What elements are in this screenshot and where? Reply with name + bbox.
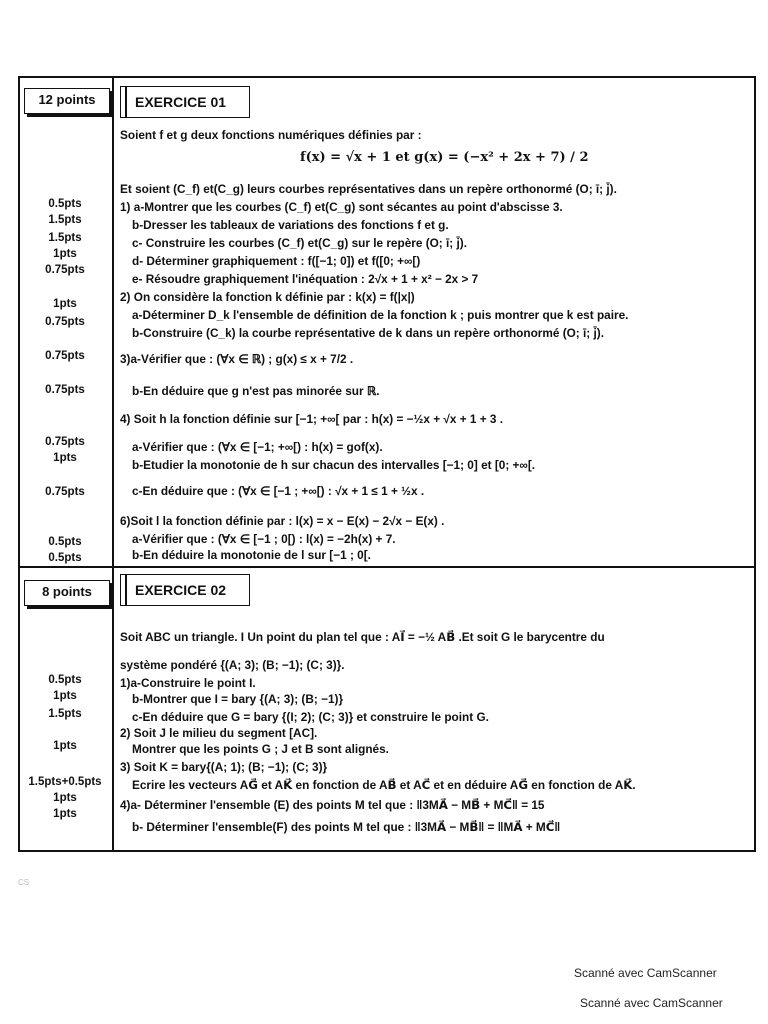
points-cell: 0.5pts bbox=[48, 198, 82, 210]
ex2-title: EXERCICE 02 bbox=[120, 574, 250, 606]
ex2-line: 4)a- Déterminer l'ensemble (E) des points M tel que : ‖3MA⃗ − MB⃗ + MC⃗‖ = 15 bbox=[120, 798, 545, 812]
ex1-line: b-Etudier la monotonie de h sur chacun des intervalles [−1; 0] et [0; +∞[. bbox=[132, 458, 536, 472]
ex2-points-box: 8 points bbox=[24, 580, 110, 606]
ex1-title: EXERCICE 01 bbox=[120, 86, 250, 118]
points-cell: 1pts bbox=[53, 808, 77, 820]
footer-caption: Scanné avec CamScanner bbox=[580, 996, 723, 1010]
ex1-line: b-Dresser les tableaux de variations des fonctions f et g. bbox=[132, 218, 449, 232]
points-cell: 1pts bbox=[53, 740, 77, 752]
points-cell: 1pts bbox=[53, 298, 77, 310]
ex1-line: 2) On considère la fonction k définie par : k(x) = f(|x|) bbox=[120, 290, 415, 304]
scan-watermark: CS bbox=[18, 878, 30, 887]
points-cell: 0.5pts bbox=[48, 674, 82, 686]
ex2-line: b- Déterminer l'ensemble(F) des points M tel que : ‖3MA⃗ − MB⃗‖ = ‖MA⃗ + MC⃗‖ bbox=[132, 820, 561, 834]
ex2-line: c-En déduire que G = bary {(I; 2); (C; 3)} et construire le point G. bbox=[132, 710, 489, 724]
column-divider bbox=[112, 76, 114, 852]
points-cell: 1.5pts bbox=[48, 708, 82, 720]
ex2-line: 2) Soit J le milieu du segment [AC]. bbox=[120, 726, 318, 740]
ex1-line: a-Vérifier que : (∀x ∈ [−1 ; 0[) : l(x) = −2h(x) + 7. bbox=[132, 532, 396, 546]
ex1-line: b-Construire (C_k) la courbe représentative de k dans un repère orthonormé (O; ī; j̄). bbox=[132, 326, 604, 340]
points-cell: 0.75pts bbox=[45, 264, 85, 276]
points-cell: 1.5pts+0.5pts bbox=[28, 776, 102, 788]
ex1-points-box: 12 points bbox=[24, 88, 110, 114]
ex2-line: 1)a-Construire le point I. bbox=[120, 676, 256, 690]
ex2-line: système pondéré {(A; 3); (B; −1); (C; 3)}. bbox=[120, 658, 345, 672]
ex1-line: 1) a-Montrer que les courbes (C_f) et(C_g) sont sécantes au point d'abscisse 3. bbox=[120, 200, 563, 214]
ex1-line: Et soient (C_f) et(C_g) leurs courbes représentatives dans un repère orthonormé (O; ī; j̄). bbox=[120, 182, 617, 196]
ex1-line: Soient f et g deux fonctions numériques définies par : bbox=[120, 128, 422, 142]
ex1-line: 4) Soit h la fonction définie sur [−1; +∞[ par : h(x) = −½x + √x + 1 + 3 . bbox=[120, 412, 503, 426]
points-cell: 0.75pts bbox=[45, 384, 85, 396]
points-cell: 0.75pts bbox=[45, 350, 85, 362]
points-cell: 0.75pts bbox=[45, 486, 85, 498]
ex1-line: d- Déterminer graphiquement : f([−1; 0]) et f([0; +∞[) bbox=[132, 254, 421, 268]
ex2-line: Montrer que les points G ; J et B sont alignés. bbox=[132, 742, 389, 756]
ex1-formula: f(x) = √x + 1 et g(x) = (−x² + 2x + 7) / 2 bbox=[300, 150, 589, 165]
points-cell: 1.5pts bbox=[48, 232, 82, 244]
ex2-line: Ecrire les vecteurs AG⃗ et AK⃗ en fonction de AB⃗ et AC⃗ et en déduire AG⃗ en fonction de AK⃗. bbox=[132, 778, 636, 792]
points-cell: 0.75pts bbox=[45, 436, 85, 448]
ex1-line: 6)Soit l la fonction définie par : l(x) = x − E(x) − 2√x − E(x) . bbox=[120, 514, 445, 528]
ex1-line: 3)a-Vérifier que : (∀x ∈ ℝ) ; g(x) ≤ x + 7/2 . bbox=[120, 352, 354, 366]
points-cell: 0.75pts bbox=[45, 316, 85, 328]
ex1-line: e- Résoudre graphiquement l'inéquation : 2√x + 1 + x² − 2x > 7 bbox=[132, 272, 479, 286]
ex1-line: b-En déduire la monotonie de l sur [−1 ; 0[. bbox=[132, 548, 371, 562]
exercise-divider bbox=[18, 566, 756, 568]
ex2-line: b-Montrer que I = bary {(A; 3); (B; −1)} bbox=[132, 692, 344, 706]
ex2-line: Soit ABC un triangle. I Un point du plan tel que : AI⃗ = −½ AB⃗ .Et soit G le barycentre du bbox=[120, 630, 605, 644]
points-cell: 0.5pts bbox=[48, 536, 82, 548]
points-cell: 1pts bbox=[53, 792, 77, 804]
ex1-line: a-Vérifier que : (∀x ∈ [−1; +∞[) : h(x) = gof(x). bbox=[132, 440, 383, 454]
ex2-line: 3) Soit K = bary{(A; 1); (B; −1); (C; 3)} bbox=[120, 760, 328, 774]
ex1-line: a-Déterminer D_k l'ensemble de définition de la fonction k ; puis montrer que k est paire. bbox=[132, 308, 629, 322]
footer-caption: Scanné avec CamScanner bbox=[574, 966, 717, 980]
points-cell: 1pts bbox=[53, 452, 77, 464]
ex1-line: c- Construire les courbes (C_f) et(C_g) sur le repère (O; ī; j̄). bbox=[132, 236, 467, 250]
ex1-line: c-En déduire que : (∀x ∈ [−1 ; +∞[) : √x + 1 ≤ 1 + ½x . bbox=[132, 484, 425, 498]
points-cell: 1pts bbox=[53, 248, 77, 260]
points-cell: 1pts bbox=[53, 690, 77, 702]
points-cell: 0.5pts bbox=[48, 552, 82, 564]
points-cell: 1.5pts bbox=[48, 214, 82, 226]
ex1-line: b-En déduire que g n'est pas minorée sur ℝ. bbox=[132, 384, 380, 398]
